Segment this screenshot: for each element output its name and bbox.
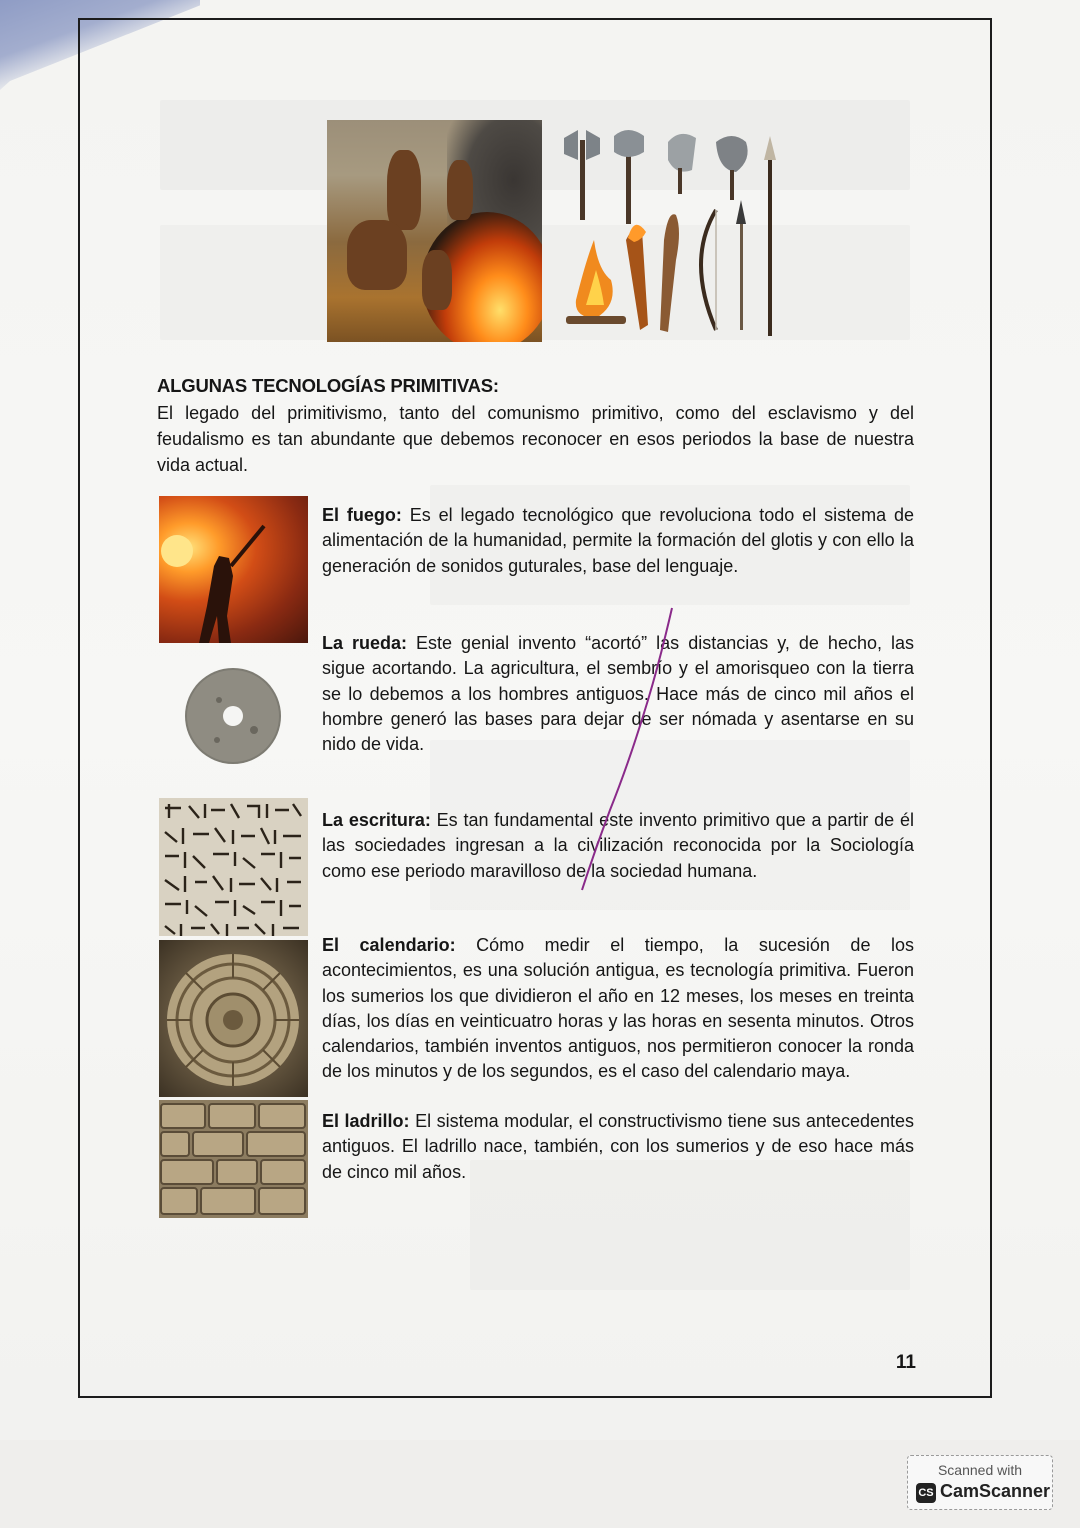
- intro-paragraph: El legado del primitivismo, tanto del comunismo primitivo, como del esclavismo y del feudalismo es tan abundante que debemos reconocer en esos periodos la base de nuestra vida actual.: [157, 403, 914, 475]
- figure-shape: [347, 220, 407, 290]
- brick-wall-image: [159, 1100, 308, 1218]
- scanner-brand: CamScanner: [940, 1481, 1051, 1501]
- primitive-tools-image: [556, 120, 786, 342]
- item-term: El ladrillo:: [322, 1111, 410, 1131]
- item-text: El sistema modular, el constructivismo tiene sus antecedentes antiguos. El ladrillo nace, también, con los sumerios y de eso hace más de cinco mil años.: [322, 1111, 914, 1182]
- item-calendar: [322, 933, 914, 1085]
- wheel-image: [159, 660, 308, 775]
- figure-shape: [422, 250, 452, 310]
- page-number: 11: [895, 1352, 916, 1373]
- figure-shape: [447, 160, 473, 220]
- cuneiform-writing-image: [159, 798, 308, 936]
- item-fire: [322, 503, 914, 579]
- item-term: El fuego:: [322, 505, 402, 525]
- item-text: Es tan fundamental este invento primitivo que a partir de él las sociedades ingresan a la civilización reconocida por la Sociología como ese periodo maravilloso de la sociedad humana.: [322, 810, 914, 881]
- section-title: ALGUNAS TECNOLOGÍAS PRIMITIVAS:: [157, 375, 499, 396]
- aztec-calendar-image: [159, 940, 308, 1097]
- camscanner-logo-icon: CS: [916, 1483, 936, 1503]
- scanner-caption: Scanned with: [937, 1462, 1023, 1478]
- item-term: La rueda:: [322, 633, 408, 653]
- item-brick: [322, 1109, 914, 1185]
- item-text: Cómo medir el tiempo, la sucesión de los acontecimientos, es una solución antigua, es tecnología primitiva. Fueron los sumerios los que dividieron el año en 12 meses, los meses en treinta días, los días en veinticuatro horas y las horas en sesenta minutos. Otros calendarios, también inventos antiguos, nos permitieron conocer la ronda de los minutos y de los segundos, es el caso del calendario maya.: [322, 935, 914, 1082]
- pen-stroke-mark: [560, 600, 680, 900]
- primitive-people-image: [327, 120, 542, 342]
- scanner-watermark: [907, 1455, 1053, 1510]
- figure-shape: [387, 150, 421, 230]
- item-term: El calendario:: [322, 935, 456, 955]
- item-text: Este genial invento “acortó” las distancias y, de hecho, las sigue acortando. La agricultura, el sembrío y el amorisqueo con la tierra se lo debemos a los hombres antiguos. Hace más de cinco mil años el hombre generó las bases para dejar de ser nómada y asentarse en su nido de vida.: [322, 633, 914, 755]
- fire-image: [159, 496, 308, 643]
- item-text: Es el legado tecnológico que revoluciona todo el sistema de alimentación de la humanidad, permite la formación del glotis y con ello la generación de sonidos guturales, base del lenguaje.: [322, 505, 914, 576]
- item-term: La escritura:: [322, 810, 431, 830]
